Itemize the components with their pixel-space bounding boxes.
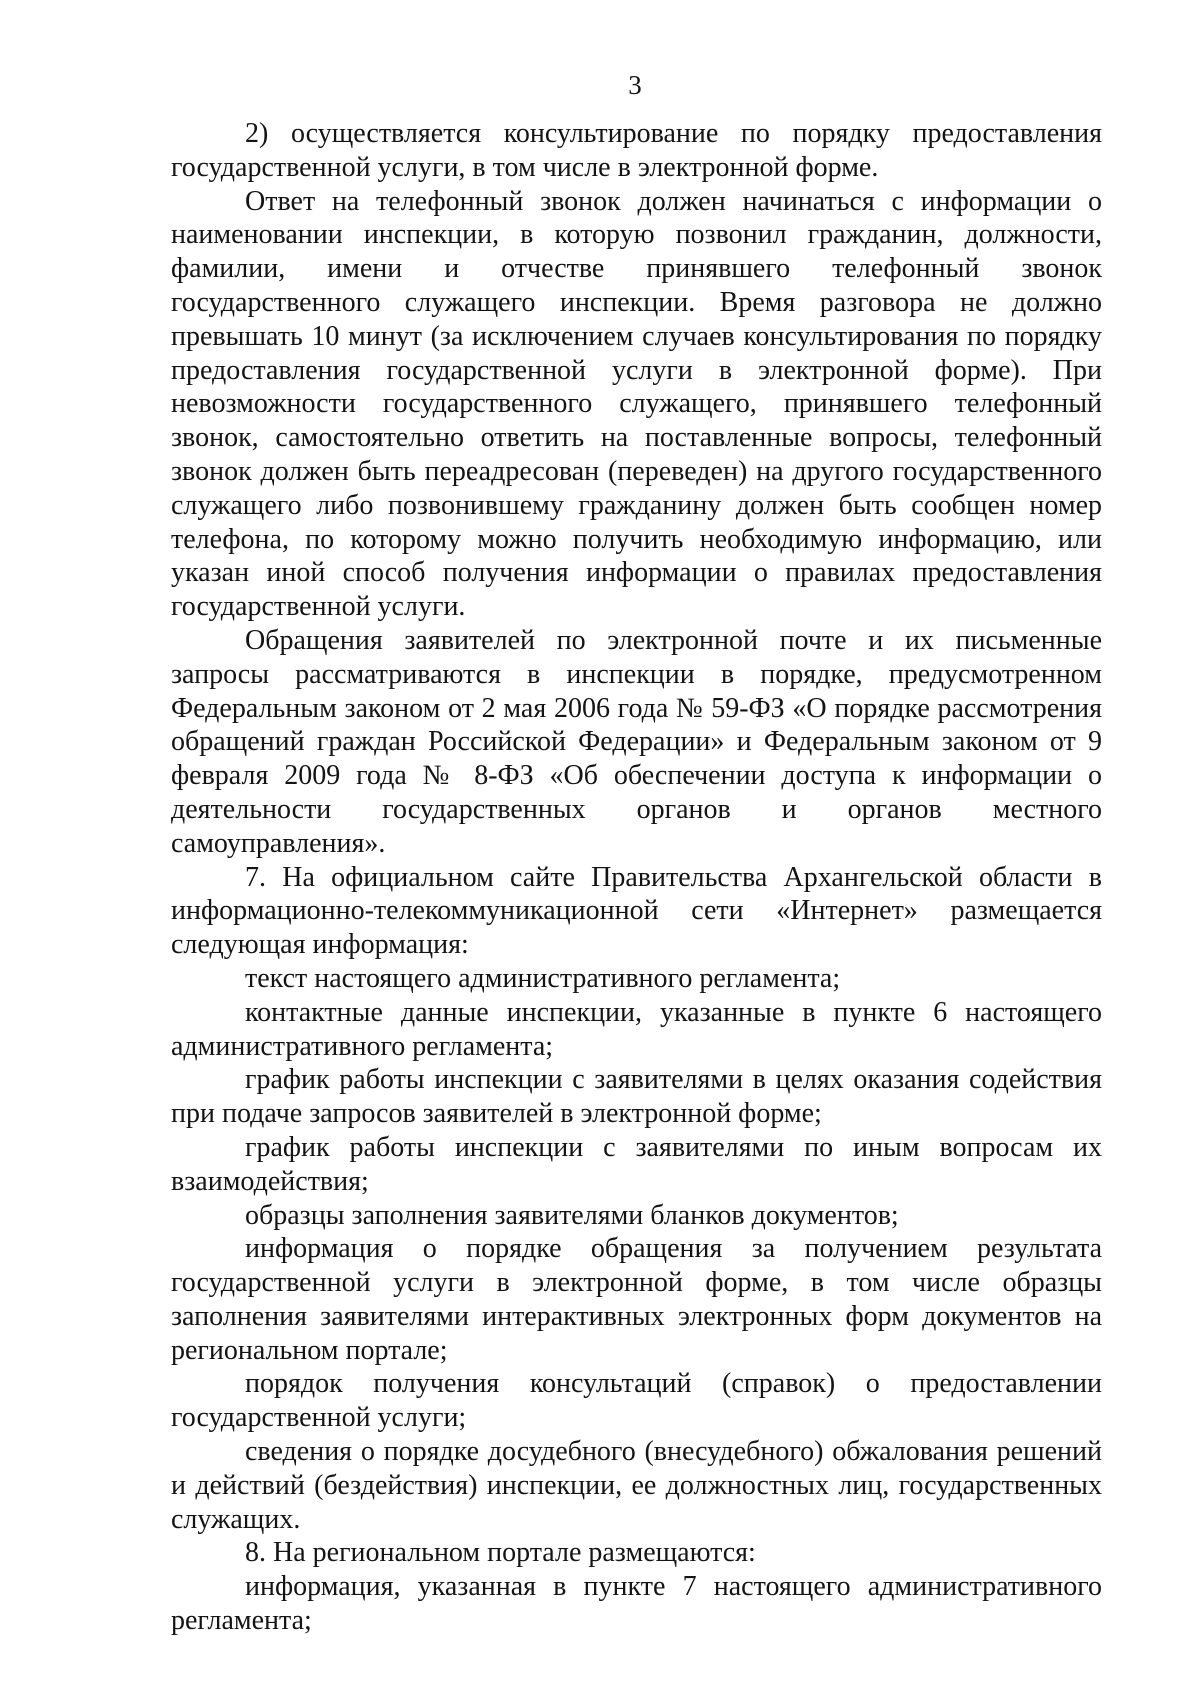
paragraph-contact-data: контактные данные инспекции, указанные в пункте 6 настоящего административного регламента; xyxy=(171,996,1102,1062)
paragraph-schedule-other: график работы инспекции с заявителями по иным вопросам их взаимодействия; xyxy=(171,1131,1102,1197)
paragraph-consultation-item-2: 2) осуществляется консультирование по порядку предоставления государственной услуги, в том числе в электронной форме. xyxy=(171,118,1102,183)
paragraph-result-procedure: информация о порядке обращения за получением результата государственной услуги в электронной форме, в том числе образцы заполнения заявителями интерактивных электронных форм документов на региональном портале; xyxy=(171,1233,1102,1366)
document-body xyxy=(171,117,1102,1638)
paragraph-item-7-reference: информация, указанная в пункте 7 настоящего административного регламента; xyxy=(171,1571,1102,1637)
paragraph-schedule-electronic: график работы инспекции с заявителями в целях оказания содействия при подаче запросов заявителей в электронной форме; xyxy=(171,1064,1102,1130)
paragraph-regulation-text: текст настоящего административного регламента; xyxy=(245,962,841,994)
paragraph-appeal-procedure: сведения о порядке досудебного (внесудебного) обжалования решений и действий (бездействия) инспекции, ее должностных лиц, государственных служащих. xyxy=(171,1436,1102,1535)
paragraph-email-requests: Обращения заявителей по электронной почте и их письменные запросы рассматриваются в инспекции в порядке, предусмотренном Федеральным законом от 2 мая 2006 года № 59-ФЗ «О порядке рассмотрения обращений граждан Российской Федерации» и Федеральным законом от 9 февраля 2009 года № 8-ФЗ «Об обеспечении доступа к информации о деятельности государственных органов и органов местного самоуправления». xyxy=(171,624,1102,859)
paragraph-item-7-heading: 7. На официальном сайте Правительства Архангельской области в информационно-телекоммуникационной сети «Интернет» размещается следующая информация: xyxy=(171,861,1102,961)
paragraph-phone-answer-rules: Ответ на телефонный звонок должен начинаться с информации о наименовании инспекции, в которую позвонил гражданин, должности, фамилии, имени и отчестве принявшего телефонный звонок государственного служащего инспекции. Время разговора не должно превышать 10 минут (за исключением случаев консультирования по порядку предоставления государственной услуги в электронной форме). При невозможности государственного служащего, принявшего телефонный звонок, самостоятельно ответить на поставленные вопросы, телефонный звонок должен быть переадресован (переведен) на другого государственного служащего либо позвонившему гражданину должен быть сообщен номер телефона, по которому можно получить необходимую информацию, или указан иной способ получения информации о правилах предоставления государственной услуги. xyxy=(171,185,1102,623)
paragraph-item-8-heading: 8. На региональном портале размещаются: xyxy=(245,1537,756,1569)
paragraph-consultation-procedure: порядок получения консультаций (справок) о предоставлении государственной услуги; xyxy=(171,1368,1102,1434)
paragraph-form-samples: образцы заполнения заявителями бланков документов; xyxy=(245,1199,899,1231)
page-number: 3 xyxy=(628,70,642,100)
